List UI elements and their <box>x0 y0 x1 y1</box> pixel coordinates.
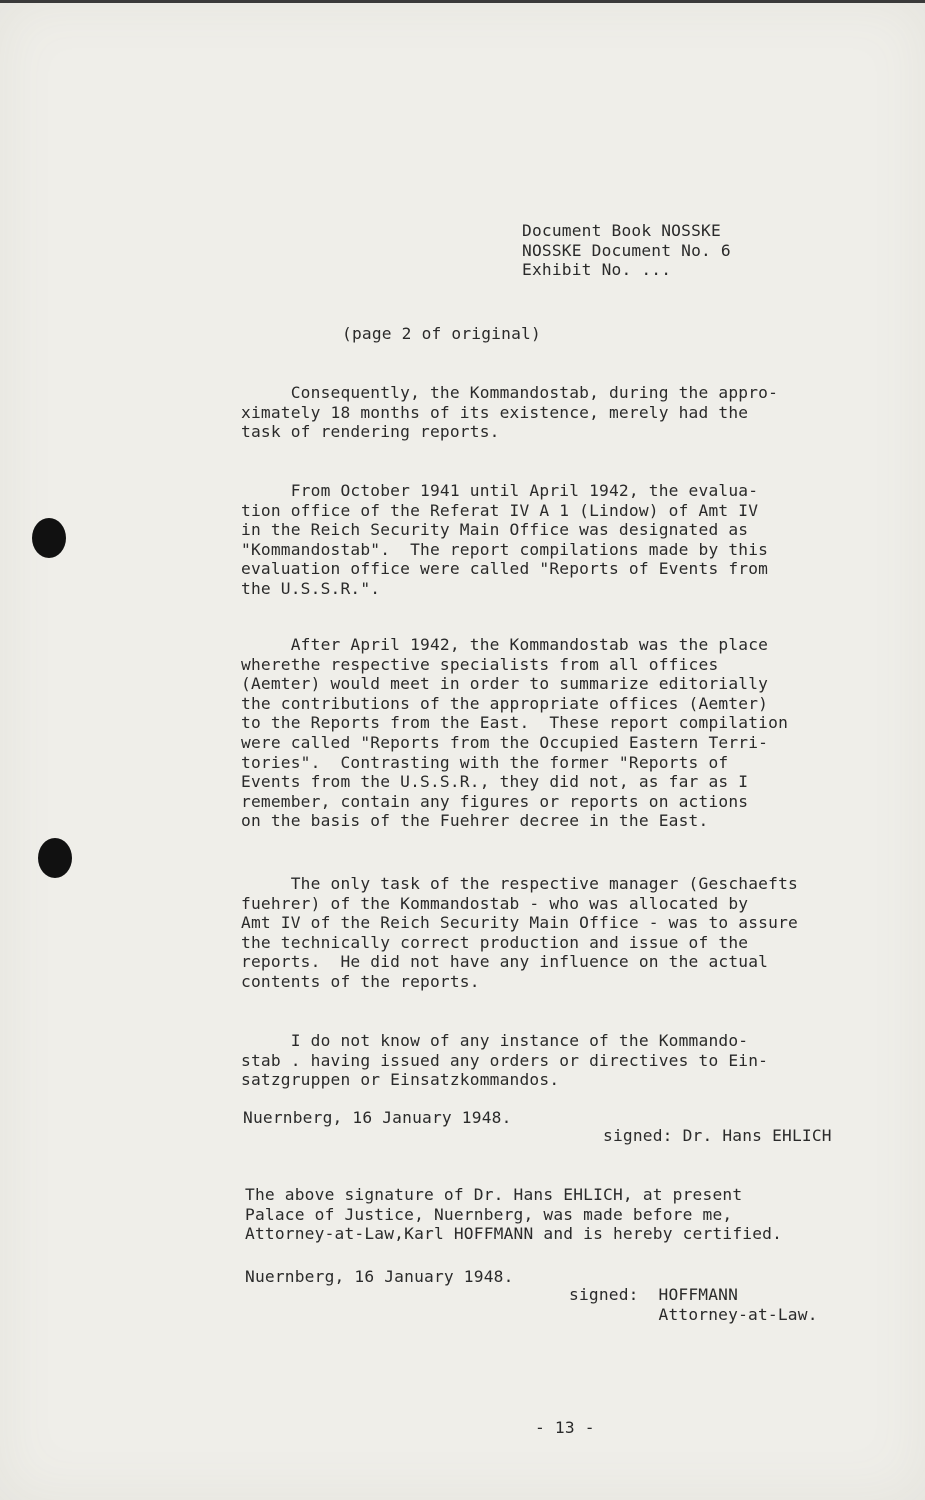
signature-hoffmann: signed: HOFFMANN Attorney-at-Law. <box>569 1285 818 1324</box>
paragraph-4: The only task of the respective manager (Geschaefts fuehrer) of the Kommandostab - who was allocated by Amt IV of the Reich Security Main Office - was to assure the technically correct production and issue of the reports. He did not have any influence on the actual contents of the reports. <box>241 874 798 991</box>
paragraph-3: After April 1942, the Kommandostab was the place wherethe respective specialists from all offices (Aemter) would meet in order to summarize editorially the contributions of the appropriate offices (Aemter) to the Reports from the East. These report compilation were called "Reports from the Occupied Eastern Terri- tories". Contrasting with the former "Reports of Events from the U.S.S.R., they did not, as far as I remember, contain any figures or reports on actions on the basis of the Fuehrer decree in the East. <box>241 635 789 831</box>
exhibit-number-label: Exhibit No. ... <box>522 260 672 280</box>
paragraph-2: From October 1941 until April 1942, the evalua- tion office of the Referat IV A 1 (Lindow) of Amt IV in the Reich Security Main Office was designated as "Kommandostab". The report compilations made by this evaluation office were called "Reports of Events from the U.S.S.R.". <box>241 481 769 598</box>
date-place-first: Nuernberg, 16 January 1948. <box>243 1108 512 1127</box>
date-place-second: Nuernberg, 16 January 1948. <box>245 1267 514 1286</box>
paragraph-5: I do not know of any instance of the Kommando- stab . having issued any orders or directives to Ein- satzgruppen or Einsatzkommandos. <box>241 1031 769 1090</box>
document-book-label: Document Book NOSSKE <box>522 221 721 240</box>
punch-hole-upper <box>32 518 66 558</box>
page-number: - 13 - <box>535 1418 595 1437</box>
original-page-reference: (page 2 of original) <box>342 324 541 343</box>
certification-paragraph: The above signature of Dr. Hans EHLICH, at present Palace of Justice, Nuernberg, was made before me, Attorney-at-Law,Karl HOFFMANN and is hereby certified. <box>245 1185 783 1244</box>
signature-ehlich: signed: Dr. Hans EHLICH <box>603 1126 832 1145</box>
document-reference-block <box>522 221 731 280</box>
punch-hole-lower <box>38 838 72 878</box>
paragraph-1: Consequently, the Kommandostab, during the appro- ximately 18 months of its existence, merely had the task of rendering reports. <box>241 383 779 442</box>
document-number-label: NOSSKE Document No. 6 <box>522 240 731 260</box>
top-edge-line <box>0 0 925 3</box>
